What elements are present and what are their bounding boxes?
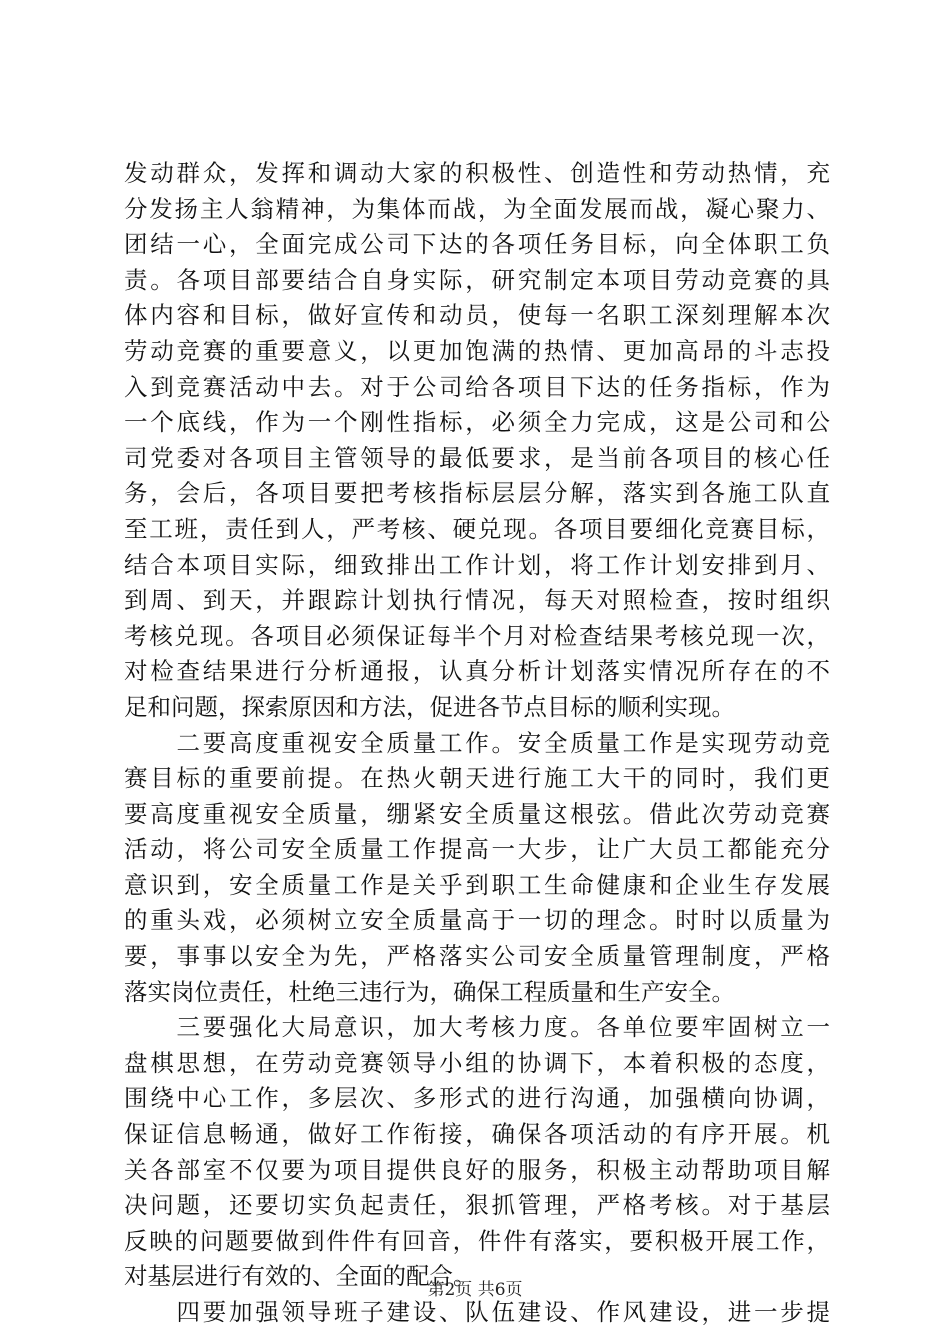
text-line: 赛目标的重要前提。在热火朝天进行施工大干的同时，我们更 — [124, 764, 830, 793]
page-number-footer: 第2页 共6页 — [427, 1280, 523, 1300]
text-line: 分发扬主人翁精神，为集体而战，为全面发展而战，凝心聚力、 — [124, 194, 830, 223]
text-line: 三要强化大局意识，加大考核力度。各单位要牢固树立一 — [124, 1013, 830, 1042]
text-line: 责。各项目部要结合自身实际，研究制定本项目劳动竞赛的具 — [124, 265, 830, 294]
text-line: 落实岗位责任，杜绝三违行为，确保工程质量和生产安全。 — [124, 977, 735, 1006]
text-line: 对检查结果进行分析通报，认真分析计划落实情况所存在的不 — [124, 657, 830, 686]
text-line: 关各部室不仅要为项目提供良好的服务，积极主动帮助项目解 — [124, 1155, 830, 1184]
body-text — [124, 156, 830, 1331]
text-line: 对基层进行有效的、全面的配合。 — [124, 1262, 477, 1291]
text-line: 意识到，安全质量工作是关乎到职工生命健康和企业生存发展 — [124, 870, 830, 899]
text-line: 体内容和目标，做好宣传和动员，使每一名职工深刻理解本次 — [124, 301, 830, 330]
text-line: 考核兑现。各项目必须保证每半个月对检查结果考核兑现一次， — [124, 621, 830, 650]
text-line: 到周、到天，并跟踪计划执行情况，每天对照检查，按时组织 — [124, 586, 830, 615]
text-line: 团结一心，全面完成公司下达的各项任务目标，向全体职工负 — [124, 230, 830, 259]
text-line: 决问题，还要切实负起责任，狠抓管理，严格考核。对于基层 — [124, 1191, 830, 1220]
text-line: 足和问题，探索原因和方法，促进各节点目标的顺利实现。 — [124, 692, 735, 721]
text-line: 结合本项目实际，细致排出工作计划，将工作计划安排到月、 — [124, 550, 830, 579]
text-line: 务，会后，各项目要把考核指标层层分解，落实到各施工队直 — [124, 479, 830, 508]
text-line: 保证信息畅通，做好工作衔接，确保各项活动的有序开展。机 — [124, 1120, 830, 1149]
text-line: 入到竞赛活动中去。对于公司给各项目下达的任务指标，作为 — [124, 372, 830, 401]
text-line: 要，事事以安全为先，严格落实公司安全质量管理制度，严格 — [124, 942, 830, 971]
text-line: 司党委对各项目主管领导的最低要求，是当前各项目的核心任 — [124, 443, 830, 472]
text-line: 劳动竞赛的重要意义，以更加饱满的热情、更加高昂的斗志投 — [124, 336, 830, 365]
text-line: 反映的问题要做到件件有回音，件件有落实，要积极开展工作， — [124, 1226, 830, 1255]
text-line: 的重头戏，必须树立安全质量高于一切的理念。时时以质量为 — [124, 906, 830, 935]
text-line: 四要加强领导班子建设、队伍建设、作风建设，进一步提 — [124, 1298, 830, 1326]
text-line: 要高度重视安全质量，绷紧安全质量这根弦。借此次劳动竞赛 — [124, 799, 830, 828]
text-line: 盘棋思想，在劳动竞赛领导小组的协调下，本着积极的态度， — [124, 1048, 830, 1077]
text-line: 二要高度重视安全质量工作。安全质量工作是实现劳动竞 — [124, 728, 830, 757]
text-line: 发动群众，发挥和调动大家的积极性、创造性和劳动热情，充 — [124, 159, 830, 187]
text-line: 围绕中心工作，多层次、多形式的进行沟通，加强横向协调， — [124, 1084, 830, 1113]
text-line: 至工班，责任到人，严考核、硬兑现。各项目要细化竞赛目标， — [124, 514, 830, 543]
text-line: 活动，将公司安全质量工作提高一大步，让广大员工都能充分 — [124, 835, 830, 864]
text-line: 一个底线，作为一个刚性指标，必须全力完成，这是公司和公 — [124, 408, 830, 437]
